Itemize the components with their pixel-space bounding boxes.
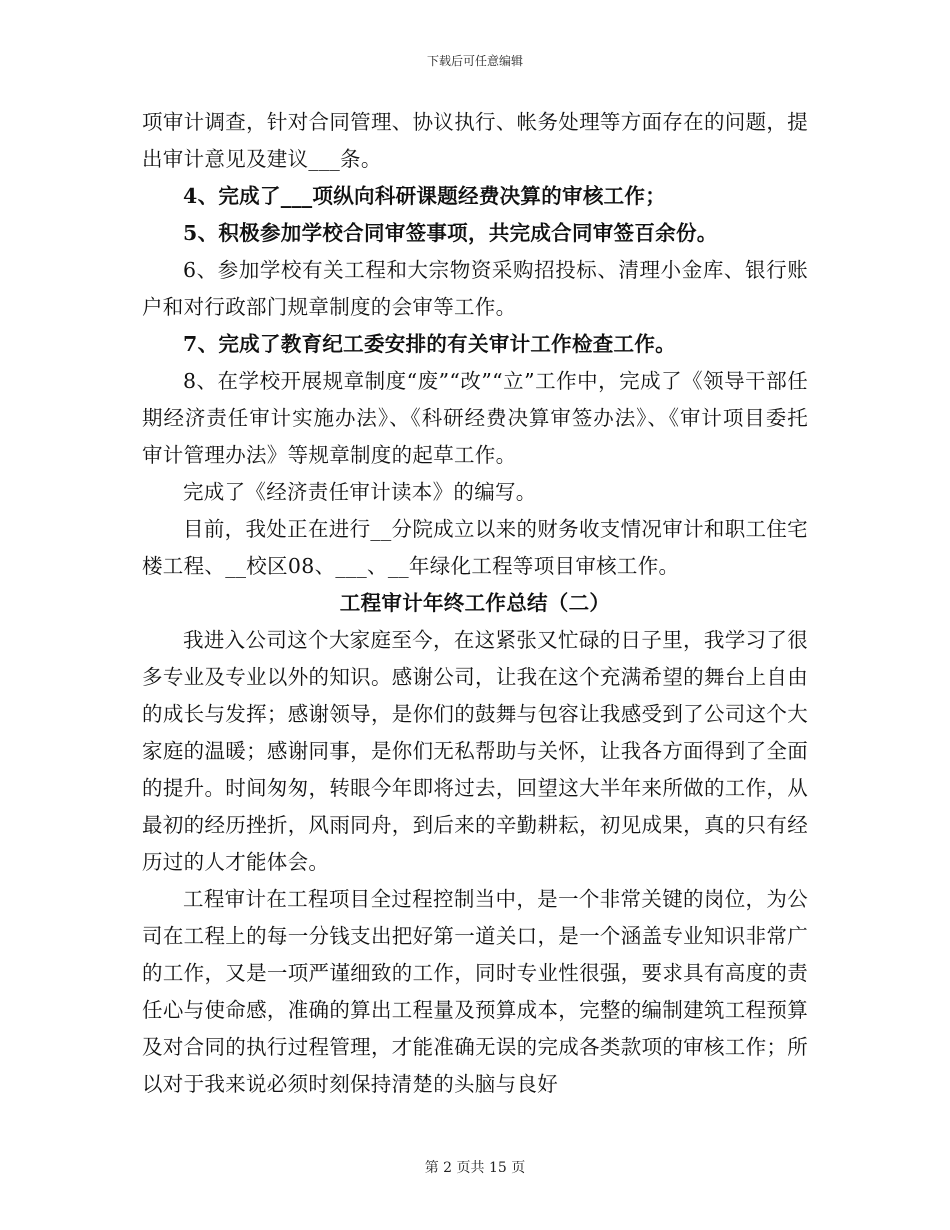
paragraph-audit-survey: 项审计调查，针对合同管理、协议执行、帐务处理等方面存在的问题，提出审计意见及建议___条。 [142,110,808,171]
page-footer: 第 2 页共 15 页 [424,1160,526,1176]
item-6: 6、参加学校有关工程和大宗物资采购招投标、清理小金库、银行账户和对行政部门规章制度的会审等工作。 [142,258,808,319]
item-8: 8、在学校开展规章制度“废”“改”“立”工作中，完成了《领导干部任期经济责任审计实施办法》、《科研经费决算审签办法》、《审计项目委托审计管理办法》等规章制度的起草工作。 [142,369,808,467]
document-body [142,104,808,1103]
page-header: 下载后可任意编辑 [426,54,523,68]
item-4: 4、完成了___项纵向科研课题经费决算的审核工作； [183,184,667,208]
item-7: 7、完成了教育纪工委安排的有关审计工作检查工作。 [183,332,676,356]
item-5: 5、积极参加学校合同审签事项，共完成合同审签百余份。 [183,221,718,245]
paragraph-reader: 完成了《经济责任审计读本》的编写。 [183,480,537,504]
paragraph-role: 工程审计在工程项目全过程控制当中，是一个非常关键的岗位，为公司在工程上的每一分钱支出把好第一道关口，是一个涵盖专业知识非常广的工作，又是一项严谨细致的工作，同时专业性很强，要求具有高度的责任心与使命感，准确的算出工程量及预算成本，完整的编制建筑工程预算及对合同的执行过程管理，才能准确无误的完成各类款项的审核工作；所以对于我来说必须时刻保持清楚的头脑与良好 [142,887,808,1096]
section-title: 工程审计年终工作总结（二） [339,591,611,615]
paragraph-intro: 我进入公司这个大家庭至今，在这紧张又忙碌的日子里，我学习了很多专业及专业以外的知识。感谢公司，让我在这个充满希望的舞台上自由的成长与发挥；感谢领导，是你们的鼓舞与包容让我感受到了公司这个大家庭的温暖；感谢同事，是你们无私帮助与关怀，让我各方面得到了全面的提升。时间匆匆，转眼今年即将过去，回望这大半年来所做的工作，从最初的经历挫折，风雨同舟，到后来的辛勤耕耘，初见成果，真的只有经历过的人才能体会。 [142,628,808,874]
paragraph-current-work: 目前，我处正在进行__分院成立以来的财务收支情况审计和职工住宅楼工程、__校区08、___、__年绿化工程等项目审核工作。 [142,517,808,578]
